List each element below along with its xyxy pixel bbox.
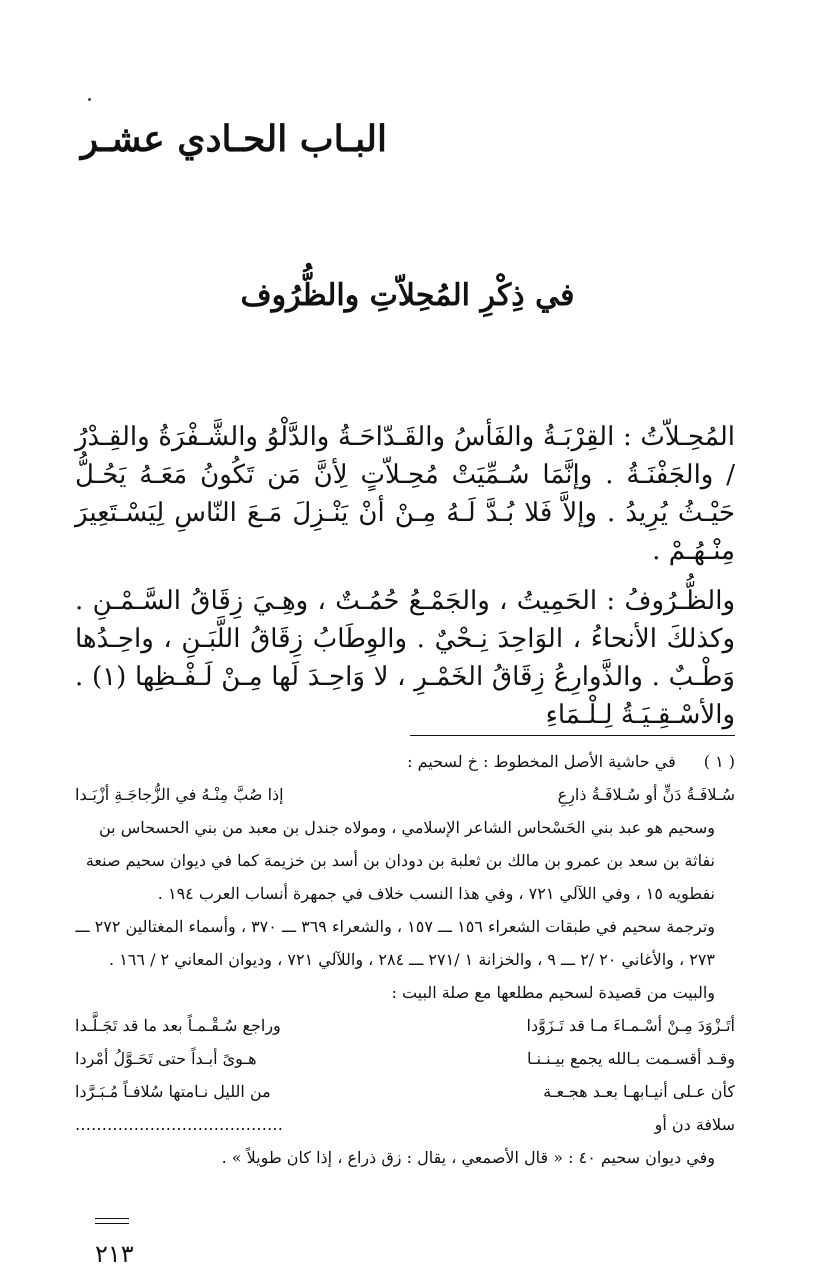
footnote-separator: [410, 735, 735, 736]
poem-hemistich-2: هـوىً أبـداً حتى تَحَـوَّلُ أمْردا: [75, 1049, 257, 1068]
page-number: ٢١٣: [95, 1240, 134, 1268]
double-rule: [95, 1218, 129, 1224]
elision-dots: …………………………………: [75, 1115, 283, 1134]
poem-intro: والبيت من قصيدة لسحيم مطلعها مع صلة البيت :: [391, 983, 715, 1002]
chapter-title: البـاب الحـادي عشـر: [80, 118, 387, 160]
elided-line-start: سلافة دن أو: [654, 1115, 735, 1134]
footnote-paragraph: وترجمة سحيم في طبقات الشعراء ١٥٦ ـــ ١٥٧ ، والشعراء ٣٦٩ ـــ ٣٧٠ ، وأسماء المغتالين ٢٧٢ ـــ ٢٧٣ ، والأغاني ٢٠ /٢ ـــ ٩ ، والخزانة ١ /٢٧١ ـــ ٢٨٤ ، واللآلي ٧٢١ ، وديوان المعاني ٢ / ١٦٦ .: [75, 917, 715, 969]
chapter-subtitle: في ذِكْرِ المُحِلاّتِ والظُّرُوف: [240, 278, 575, 313]
poem-line: [75, 1042, 735, 1075]
footnote-number: ( ١ ): [703, 752, 735, 771]
verse-hemistich-1: سُـلافَـةُ دَنٍّ أو سُـلافَـةُ ذارِعِ: [557, 785, 735, 804]
footnote-intro-line: [75, 745, 735, 778]
poem-hemistich-2: من الليل نـامتها سُلافـاً مُـبَـرَّدا: [75, 1082, 271, 1101]
main-text: [75, 418, 735, 746]
poem-line: [75, 1075, 735, 1108]
poem-line-elided: [75, 1108, 735, 1141]
footnote-closing: وفي ديوان سحيم ٤٠ : « قال الأصمعي ، يقال : زق ذراع ، إذا كان طويلاً » .: [221, 1148, 715, 1167]
poem-hemistich-1: أتَـزْوَدَ مِـنْ أسْـمـاءَ مـا قد تَـزَوَّدا: [526, 1016, 735, 1035]
poem-hemistich-1: وقـد أقسـمت بـالله يجمع بيـنـنـا: [526, 1049, 735, 1068]
footnotes: [75, 745, 735, 1174]
verse-hemistich-2: إذا صُبَّ مِنْـهُ في الزُّجاجَـةِ أزْبَـدا: [75, 785, 284, 804]
body-paragraph: المُحِـلاّتُ : القِرْبَـةُ والفَأسُ والقَـدّاحَـةُ والدَّلْوُ والشَّـفْرَةُ والقِـدْرُ / والجَفْنَـةُ . وإنَّمَا سُـمِّيَتْ مُحِـلاّتٍ لِأنَّ مَن تَكُونُ مَعَـهُ يَحُـلُّ حَيْـثُ يُرِيدُ . وإلاَّ فَلا بُـدَّ لَـهُ مِـنْ أنْ يَنْـزِلَ مَـعَ النّاسِ لِيَسْـتَعِيرَ مِنْـهُـمْ .: [75, 422, 735, 566]
body-paragraph: والظُّـرُوفُ : الحَمِيتُ ، والجَمْـعُ حُمُـتٌ ، وهِـيَ زِقَاقُ السَّـمْـنِ . وكذلكَ الأنحاءُ ، الوَاحِدَ نِـحْيٌ . والوِطَابُ زِقَاقُ اللَّبَـنِ ، واحِـدُها وَطْـبٌ . والذَّوارِعُ زِقَاقُ الخَمْـرِ ، لا وَاحِـدَ لَها مِـنْ لَـفْـظِها (١) . والأسْـقِـيَـةُ لِـلْـمَاءِ: [75, 586, 735, 730]
poem-hemistich-1: كأن عـلى أنيـابهـا بعـد هجـعـة: [543, 1082, 735, 1101]
poem-hemistich-2: وراجع سُـقْـمـاً بعد ما قد تَجَـلَّـدا: [75, 1016, 281, 1035]
scan-speck: [88, 98, 91, 101]
quoted-verse: [75, 778, 735, 811]
poem-line: [75, 1009, 735, 1042]
footnote-paragraph: وسحيم هو عبد بني الحَسْحاس الشاعر الإسلامي ، ومولاه جندل بن معبد من بني الحسحاس بن نفاثة بن سعد بن عمرو بن مالك بن ثعلبة بن دودان بن أسد بن خزيمة كما في ديوان سحيم صنعة نفطويه ١٥ ، وفي اللآلي ٧٢١ ، وفي هذا النسب خلاف في جمهرة أنساب العرب ١٩٤ .: [85, 818, 715, 903]
footnote-intro: في حاشية الأصل المخطوط : خ لسحيم :: [407, 752, 676, 771]
